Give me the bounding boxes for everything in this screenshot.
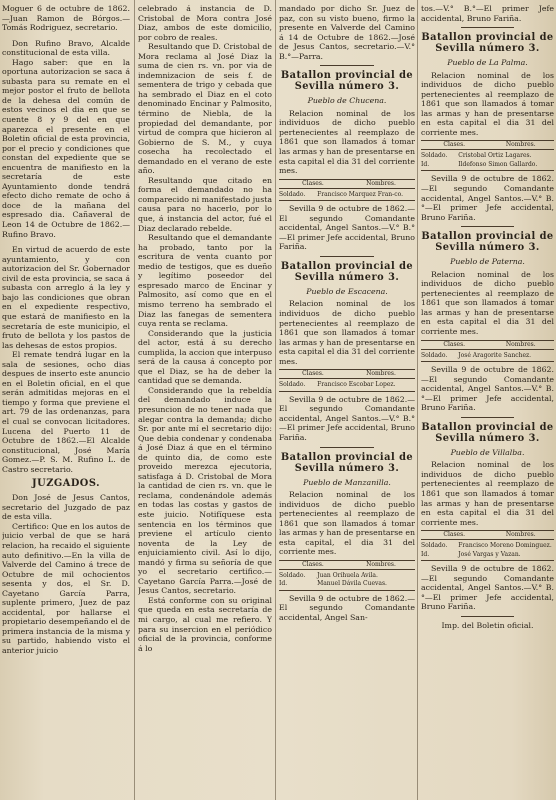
- column-header-clases: Clases.: [443, 141, 466, 149]
- column-4: [421, 4, 554, 796]
- table-row: [279, 580, 415, 588]
- column-header-nombres: Nombres.: [505, 531, 536, 539]
- table-row: [421, 551, 554, 559]
- batallon-heading: Batallon provincial de Sevilla número 3.: [280, 260, 414, 283]
- remate-notice: El remate tendrá lugar en la sala de sesiones, ocho dias despues de inserto este anuncio en el Boletin oficial, en el que serán admitidas mejoras en el tiempo y forma que previene el art. 79 de las ordenanzas, para el cual se convocan licitadores. Lucena del Puerto 11 de Octubre de 1862.—El Alcalde constitucional, José María Gomez.—P. S. M. Rufino L. de Castro secretario.: [2, 350, 130, 474]
- separator: [320, 256, 374, 257]
- separator: [461, 27, 514, 28]
- table-row: [279, 572, 415, 580]
- pueblo-heading: Pueblo de Villalba.: [450, 447, 525, 457]
- table-header: [279, 369, 415, 379]
- relacion-text: Relacion nominal de los individuos de dicho pueblo pertenecientes al reemplazo de 1861 que son llamados á tomar las armas y han de presentarse en esta capital el dia 31 del corriente mes.: [421, 269, 554, 337]
- row-nombre: José Vargas y Vazan.: [458, 550, 521, 558]
- column-header-nombres: Nombres.: [366, 179, 396, 187]
- row-nombre: Cristobal Ortiz Lagares.: [458, 152, 532, 160]
- column-2: [138, 4, 272, 796]
- separator: [320, 447, 374, 448]
- table-rule: [421, 361, 554, 362]
- juicio-continuation: celebrado á instancia de D. Cristobal de Mora contra José Diaz, ambos de este domicilio, por cobro de reales.: [138, 4, 272, 42]
- column-header-nombres: Nombres.: [366, 370, 396, 378]
- pueblo-heading: Pueblo de Chucena.: [307, 96, 387, 106]
- table-header: [421, 340, 554, 350]
- table-row: [421, 352, 554, 360]
- column-header-clases: Clases.: [443, 531, 466, 539]
- row-clase: Soldado.: [279, 381, 306, 389]
- batallon-heading: Batallon provincial de Sevilla número 3.: [280, 451, 414, 474]
- column-divider: [275, 0, 276, 800]
- row-clase: Soldado.: [279, 190, 306, 198]
- column-header-clases: Clases.: [302, 179, 324, 187]
- row-nombre: Francisco Marquez Fran-co.: [317, 190, 403, 198]
- secretario-intro: Don José de Jesus Cantos, secretario del Juzgado de paz de esta villa.: [2, 493, 130, 522]
- pueblo-heading: Pueblo de La Palma.: [447, 58, 528, 68]
- row-clase: Soldado.: [421, 152, 448, 160]
- column-header-nombres: Nombres.: [366, 560, 396, 568]
- printer-footer: Imp. del Boletin oficial.: [441, 620, 534, 630]
- row-nombre: Francisco Escobar Lopez.: [317, 381, 396, 389]
- considerando-1: Considerando que la justicia del actor, está á su derecho cumplida, la accion que interpuso será de la causa á concepto por que el Diaz, se ha de deber la cantidad que se demanda.: [138, 328, 272, 386]
- relacion-text: Relacion nominal de los individuos de dicho pueblo pertenecientes al reemplazo de 1861 que son llamados á tomar las armas y han de presentarse en esta capital, el dia 31 del corriente mes.: [279, 490, 415, 557]
- considerando-2: Considerando que la rebeldía del demandado induce la presuncion de no tener nada que alegar contra la demanda; dicho Sr. por ante mí el secretario dijo: Que debia condenar y condenaba á José Diaz á que en el término de quinto dia, de como este proveido merezca ejecutoria, satisfaga á D. Cristobal de Mora la cantidad de cien rs. vn. que le reclama, condenándole además en todas las costas y gastos de este juicio. Notifíquese esta sentencia en los términos que previene el artículo ciento noventa de la Ley de enjuiciamiento civil. Así lo dijo, mandó y firma su señoría de que yo el secretario certifico.—Cayetano García Parra.—José de Jesus Cantos, secretario.: [138, 385, 272, 596]
- signature-text: Sevilla 9 de octubre de 1862.—El segundo Comandante accidental, Angel San-: [279, 593, 415, 622]
- alcalde-header: Don Rufino Bravo, Alcalde constitucional de esta villa.: [2, 38, 130, 58]
- separator: [461, 417, 514, 418]
- row-nombre: Ildefonso Simon Gallardo.: [458, 160, 538, 168]
- relacion-text: Relacion nominal de los individuos de dicho pueblo pertenecientes al reemplazo de 1861 que son llamados á tomar las armas y han de presentarse en esta capital el dia 31 del corriente mes.: [279, 299, 415, 366]
- resultando-2: Resultando que citado en forma el demandado no ha comparecido ni manifestado justa causa para no hacerlo, por lo que, á instancia del actor, fué el Diaz declarado rebelde.: [138, 175, 272, 233]
- separator: [461, 616, 514, 617]
- table-row: [279, 381, 415, 389]
- signature-continuation: tos.—V.° B.°—El primer Jefe accidental, Bruno Fariña.: [421, 4, 554, 23]
- certifico-text: Certifico: Que en los autos de juicio verbal de que se hará relacion, ha recaido el siguiente auto definitivo.—En la villa de Valverde del Camino á trece de Octubre de mil ochocientos sesenta y dos, el Sr. D. Cayetano García Parra, suplente primero, Juez de paz accidental, por hallarse el propietario desempeñando el de primera instancia de la misma y su partido, habiendo visto el anterior juicio: [2, 521, 130, 655]
- intro-text: Moguer 6 de octubre de 1862.—Juan Ramon de Bórgos.—Tomás Rodriguez, secretario.: [2, 4, 130, 33]
- column-header-clases: Clases.: [443, 340, 466, 348]
- row-nombre: Francisco Moreno Dominguez.: [458, 542, 552, 550]
- table-rule: [421, 170, 554, 171]
- signature-text: Sevilla 9 de octubre de 1862.—El segundo Comandante accidental, Angel Santos.—V.° B.°—El primer Jefe accidental, Bruno Fariña.: [421, 365, 554, 413]
- pueblo-heading: Pueblo de Paterna.: [450, 257, 525, 267]
- table-header: [279, 560, 415, 570]
- column-header-clases: Clases.: [302, 560, 324, 568]
- column-1: [2, 4, 130, 796]
- column-header-clases: Clases.: [302, 370, 324, 378]
- relacion-text: Relacion nominal de los individuos de dicho pueblo pertenecientes al reemplazo de 1861 que son llamados á tomar las armas y han de presentarse en esta capital el dia 31 del corriente mes.: [421, 460, 554, 527]
- row-clase: Id.: [279, 580, 288, 588]
- row-clase: Soldado.: [279, 571, 306, 579]
- signature-text: Sevilla 9 de octubre de 1862.—El segundo Comandante accidental, Angel Santos.—V.° B.°—El primer Jefe accidental, Bruno Fariña.: [279, 394, 415, 442]
- section-heading-juzgados: JUZGADOS.: [32, 478, 100, 490]
- batallon-heading: Batallon provincial de Sevilla número 3.: [421, 231, 554, 254]
- table-row: [421, 161, 554, 169]
- table-header: [421, 140, 554, 150]
- table-row: [279, 191, 415, 199]
- table-rule: [279, 391, 415, 392]
- row-clase: Id.: [421, 550, 430, 558]
- column-header-nombres: Nombres.: [505, 340, 536, 348]
- row-clase: Soldado.: [421, 351, 448, 359]
- separator: [461, 226, 514, 227]
- table-rule: [421, 560, 554, 561]
- batallon-heading: Batallon provincial de Sevilla número 3.: [421, 421, 554, 444]
- row-nombre: Juan Orihuela Avila.: [317, 571, 378, 579]
- pueblo-heading: Pueblo de Manzanilla.: [303, 477, 391, 487]
- relacion-text: Relacion nominal de los individuos de dicho pueblo pertenecientes al reemplazo de 1861 que son llamados á tomar las armas y han de presentarse en esta capital el dia 31 del corriente mes.: [421, 70, 554, 137]
- column-3: [279, 4, 415, 796]
- table-header: [279, 179, 415, 189]
- table-row: [421, 542, 554, 550]
- table-rule: [279, 590, 415, 591]
- column-divider: [134, 0, 135, 800]
- table-row: [421, 152, 554, 160]
- subasta-bellota-notice: Hago saber: que en la oportuna autorizacion se saca á subasta para su remate en el mejor postor el fruto de bellota de la dehesa del común de estos vecinos el dia en que se cuente 8 y 9 del en que aparezca el presente en el Boletin oficial de esta provincia, por el precio y condiciones que constan del expediente que se encuentra de manifiesto en la secretaría de este Ayuntamiento donde tendrá efecto dicho remate de ocho á doce de la mañana del espresado dia. Cañaveral de Leon 14 de Octubre de 1862.—Rufino Bravo.: [2, 57, 130, 239]
- signature-text: Sevilla 9 de octubre de 1862.—El segundo Comandante accidental, Angel Santos.—V.° B.°—El primer Jefe accidental, Bruno Fariña.: [421, 174, 554, 222]
- resultando-3: Resultando que el demandante ha probado, tanto por la escritura de venta cuanto por medio de testigos, que es dueño y legítimo poseedor del espresado marco de Encinar y Palmosito, así como que en el mismo terreno ha sembrado el Diaz las fanegas de sementera cuya renta se reclama.: [138, 233, 272, 329]
- batallon-heading: Batallon provincial de Sevilla número 3.: [421, 32, 554, 55]
- row-clase: Id.: [421, 160, 430, 168]
- conforme-text: Está conforme con su original que queda en esta secretaría de mi cargo, al cual me refiero. Y para su insercion en el periódico oficial de la provincia, conforme á lo: [138, 595, 272, 653]
- row-nombre: José Aragorite Sanchez.: [458, 351, 532, 359]
- table-rule: [279, 200, 415, 201]
- row-nombre: Manuel Dávila Cuevas.: [317, 580, 387, 588]
- pueblo-heading: Pueblo de Escacena.: [306, 286, 388, 296]
- mandado-text: mandado por dicho Sr. Juez de paz, con su visto bueno, firmo la presente en Valverde del Camino á 14 de Octubre de 1862.—José de Jesus Cantos, secretario.—V.° B.°—Parra.: [279, 4, 415, 61]
- signature-text: Sevilla 9 de octubre de 1862.—El segundo Comandante accidental, Angel Santos.—V.° B.°—El primer Jefe accidental, Bruno Fariña.: [279, 204, 415, 252]
- column-divider: [417, 0, 418, 800]
- relacion-text: Relacion nominal de los individuos de dicho pueblo pertenecientes al reemplazo de 1861 que son llamados á tomar las armas y han de presentarse en esta capital el dia 31 del corriente mes.: [279, 108, 415, 176]
- table-header: [421, 530, 554, 540]
- resultando-1: Resultando que D. Cristobal de Mora reclama al José Diaz la suma de cien rs. vn. por via de indemnizacion de seis f. de sementera de trigo y cebada que ha sembrado el Diaz en el coto denominado Encinar y Palmosito, término de Niebla, de la propiedad del demandante, por virtud de compra que hicieron al Gobierno de S. M., y cuya cosecha ha recolectado el demandado en el verano de este año.: [138, 42, 272, 176]
- batallon-heading: Batallon provincial de Sevilla número 3.: [280, 70, 414, 93]
- column-header-nombres: Nombres.: [505, 141, 536, 149]
- row-clase: Soldado.: [421, 542, 448, 550]
- separator: [320, 65, 374, 66]
- subasta-acuerdo-notice: En virtud de acuerdo de este ayuntamiento, y con autorizacion del Sr. Gobernador civil de esta provincia, se saca á subasta con arreglo á la ley y bajo las condiciones que obran en el expediente respectivo, que estará de manifiesto en la secretaría de este municipio, el fruto de bellota y los pastos de las dehesas de estos propios.: [2, 245, 130, 350]
- signature-text: Sevilla 9 de octubre de 1862.—El segundo Comandante accidental, Angel Santos.—V.° B.°—El primer Jefe accidental, Bruno Fariña.: [421, 564, 554, 612]
